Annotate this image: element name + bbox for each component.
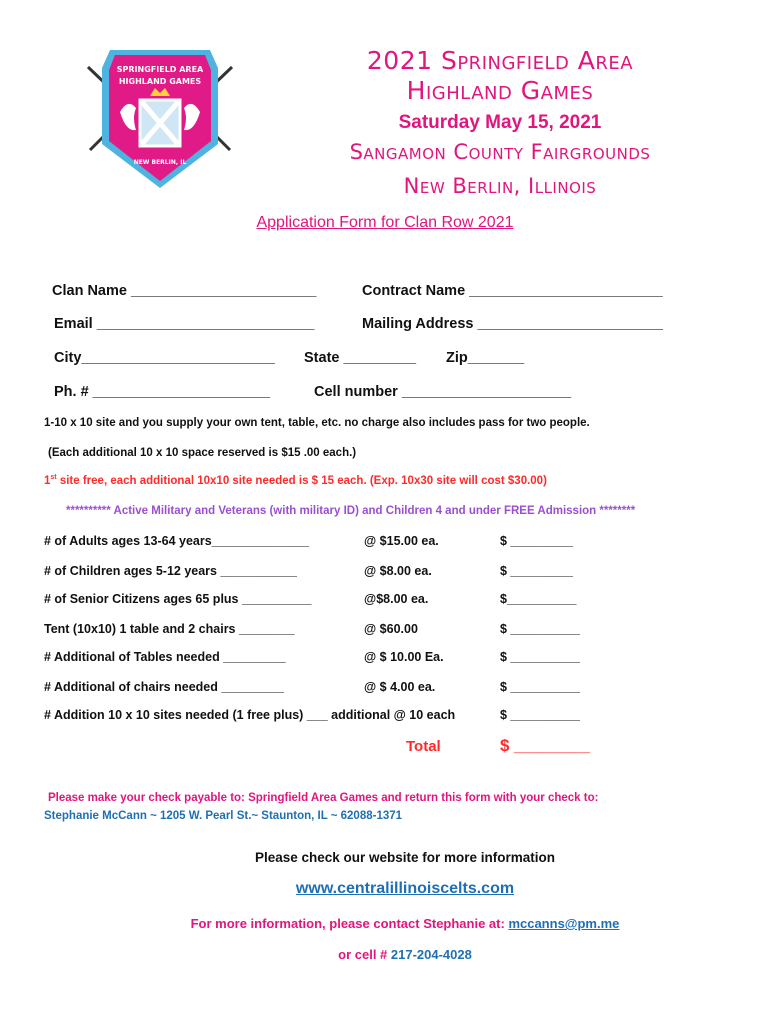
site-note: 1-10 x 10 site and you supply your own tent, table, etc. no charge also includes pass for two people.	[44, 417, 590, 429]
logo-mid-text: HIGHLAND GAMES	[118, 77, 202, 86]
website-note: Please check our website for more information	[254, 850, 556, 865]
logo	[80, 42, 240, 192]
venue: Sangamon County Fairgrounds	[349, 140, 651, 164]
title-line2: Highland Games	[406, 76, 594, 105]
first-site-sup: st	[50, 474, 57, 481]
fee-row-label[interactable]: Tent (10x10) 1 table and 2 chairs ________	[44, 622, 295, 636]
fee-row-label[interactable]: # of Adults ages 13-64 years______________	[44, 534, 309, 548]
total-value[interactable]: $ ________	[500, 736, 590, 755]
fee-row-label[interactable]: # of Senior Citizens ages 65 plus __________	[44, 592, 312, 606]
fee-row-price: @ $60.00	[364, 622, 418, 636]
mailing-address-field[interactable]: Mailing Address _______________________	[362, 316, 663, 332]
cell-text: or cell #	[338, 947, 391, 962]
state-field[interactable]: State _________	[304, 350, 417, 366]
logo-top-text: SPRINGFIELD AREA	[116, 65, 204, 74]
cell-number: 217-204-4028	[390, 947, 472, 962]
fee-row-price: @ $15.00 ea.	[364, 534, 439, 548]
fee-row-price: @ $ 10.00 Ea.	[364, 650, 444, 664]
fee-row-total[interactable]: $ __________	[500, 680, 580, 694]
fee-row-total[interactable]: $ __________	[500, 650, 580, 664]
fee-row-label[interactable]: # Addition 10 x 10 sites needed (1 free plus) ___ additional @ 10 each	[44, 708, 456, 722]
total-label: Total	[406, 738, 441, 755]
military-note: ********** Active Military and Veterans (with military ID) and Children 4 and under FREE Admission ********	[66, 505, 636, 517]
first-site-note	[44, 474, 547, 487]
event-date: Saturday May 15, 2021	[398, 112, 602, 133]
contact-line	[20, 916, 770, 931]
city-field[interactable]: City________________________	[54, 350, 275, 366]
title-line1: 2021 Springfield Area	[366, 46, 634, 75]
cell-line	[20, 947, 770, 962]
zip-field[interactable]: Zip_______	[446, 350, 525, 366]
phone-field[interactable]: Ph. # ______________________	[54, 384, 271, 400]
first-site-number: 1	[44, 474, 51, 487]
payment-line1: Please make your check payable to: Springfield Area Games and return this form with your check to:	[48, 792, 599, 804]
payment-line2: Stephanie McCann ~ 1205 W. Pearl St.~ Staunton, IL ~ 62088-1371	[44, 810, 403, 822]
logo-bottom-text: NEW BERLIN, IL	[133, 159, 187, 166]
contact-text: For more information, please contact Stephanie at:	[190, 916, 509, 931]
fee-row-price: @ $ 4.00 ea.	[364, 680, 436, 694]
fee-row-price: @$8.00 ea.	[364, 592, 429, 606]
shield-crest-icon	[80, 42, 240, 192]
fee-row-total[interactable]: $ _________	[500, 534, 573, 548]
town: New Berlin, Illinois	[403, 174, 597, 198]
fee-row-price: @ $8.00 ea.	[364, 564, 432, 578]
contact-email-link[interactable]: mccanns@pm.me	[508, 916, 620, 931]
fee-row-total[interactable]: $ _________	[500, 564, 573, 578]
contract-name-field[interactable]: Contract Name ________________________	[362, 283, 663, 299]
fee-row-label[interactable]: # Additional of Tables needed _________	[44, 650, 286, 664]
clan-name-field[interactable]: Clan Name _______________________	[52, 283, 317, 299]
email-field[interactable]: Email ___________________________	[54, 316, 315, 332]
first-site-text: site free, each additional 10x10 site needed is $ 15 each. (Exp. 10x30 site will cost $30.00)	[56, 474, 547, 487]
fee-row-label[interactable]: # of Children ages 5-12 years ___________	[44, 564, 297, 578]
fee-row-total[interactable]: $__________	[500, 592, 577, 606]
fee-row-total[interactable]: $ __________	[500, 622, 580, 636]
fee-row-label[interactable]: # Additional of chairs needed _________	[44, 680, 284, 694]
additional-space-note: (Each additional 10 x 10 space reserved is $15 .00 each.)	[48, 447, 357, 459]
form-title: Application Form for Clan Row 2021	[256, 214, 514, 231]
website-link[interactable]: www.centralillinoiscelts.com	[295, 880, 515, 897]
fee-row-total[interactable]: $ __________	[500, 708, 580, 722]
cell-field[interactable]: Cell number _____________________	[314, 384, 572, 400]
